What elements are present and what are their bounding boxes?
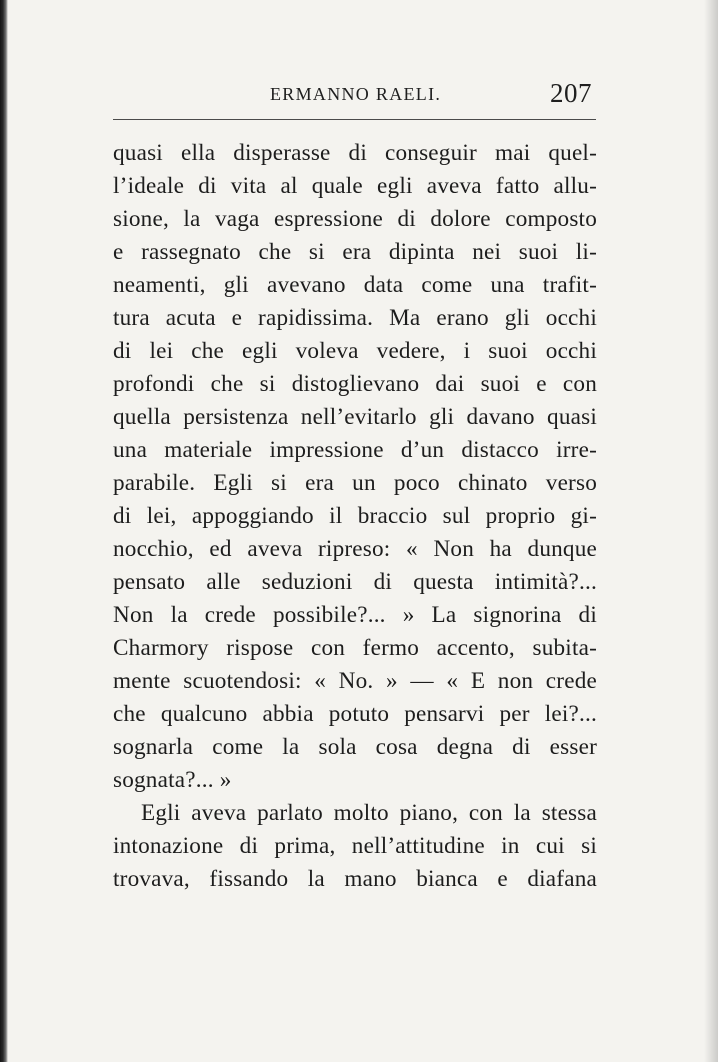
text-line: neamenti, gli avevano data come una trafit-	[113, 272, 597, 298]
text-line: sione, la vaga espressione di dolore composto	[113, 206, 597, 232]
text-line: Charmory rispose con fermo accento, subita-	[113, 635, 597, 661]
text-line: parabile. Egli si era un poco chinato verso	[113, 470, 597, 496]
header-rule	[113, 119, 596, 120]
text-line: nocchio, ed aveva ripreso: « Non ha dunque	[113, 536, 597, 562]
text-line: profondi che si distoglievano dai suoi e con	[113, 371, 597, 397]
text-line: sognata?... »	[113, 767, 232, 793]
paragraph-first-line: Egli aveva parlato molto piano, con la stessa	[141, 800, 597, 826]
text-line: che qualcuno abbia potuto pensarvi per lei?...	[113, 701, 597, 727]
running-header-title: ERMANNO RAELI.	[270, 84, 442, 104]
text-line: una materiale impressione d’un distacco irre-	[113, 437, 597, 463]
text-line: mente scuotendosi: « No. » — « E non crede	[113, 668, 597, 694]
text-line: quasi ella disperasse di conseguir mai quel-	[113, 140, 597, 166]
text-line: quella persistenza nell’evitarlo gli davano quasi	[113, 404, 597, 430]
text-line: e rassegnato che si era dipinta nei suoi li-	[113, 239, 597, 265]
text-line: intonazione di prima, nell’attitudine in cui si	[113, 833, 597, 859]
text-line: l’ideale di vita al quale egli aveva fatto allu-	[113, 173, 597, 199]
text-line: pensato alle seduzioni di questa intimità?...	[113, 569, 597, 595]
text-line: trovava, fissando la mano bianca e diafana	[113, 866, 597, 892]
text-line: Non la crede possibile?... » La signorina di	[113, 602, 597, 628]
page-number: 207	[550, 78, 592, 108]
page-binding-edge	[0, 0, 8, 1062]
text-line: di lei, appoggiando il braccio sul proprio gi-	[113, 503, 597, 529]
text-line: sognarla come la sola cosa degna di esser	[113, 734, 597, 760]
page-right-edge	[704, 0, 718, 1062]
text-line: tura acuta e rapidissima. Ma erano gli occhi	[113, 305, 597, 331]
text-line: di lei che egli voleva vedere, i suoi occhi	[113, 338, 597, 364]
